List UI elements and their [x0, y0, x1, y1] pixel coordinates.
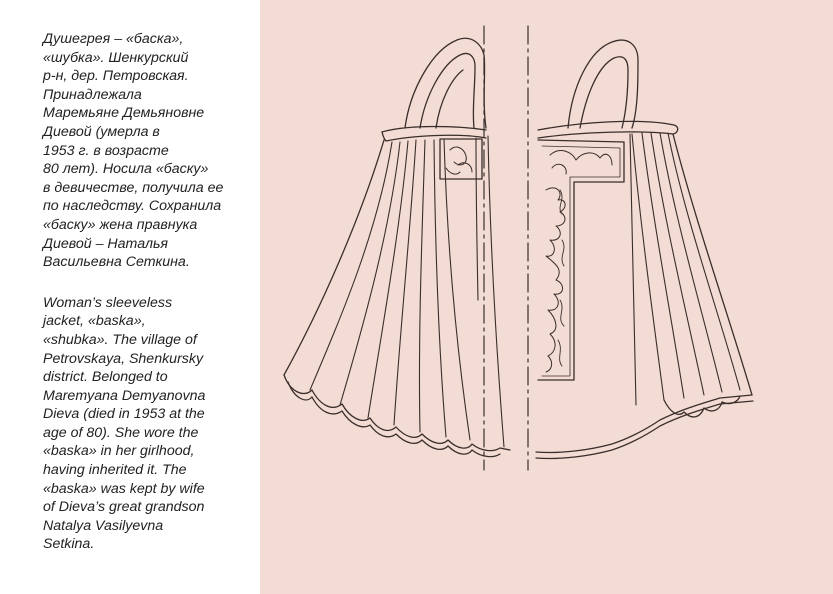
- caption-ru-line: Васильевна Сеткина.: [43, 254, 190, 271]
- caption-en-line: «baska» in her girlhood,: [43, 443, 195, 460]
- caption-en-line: district. Belonged to: [43, 369, 168, 386]
- caption-ru-line: р-н, дер. Петровская.: [43, 68, 189, 85]
- caption-en-line: Natalya Vasilyevna: [43, 517, 164, 534]
- caption-en-line: «baska» was kept by wife: [43, 480, 205, 497]
- caption-ru-line: Принадлежала: [43, 86, 142, 103]
- caption-ru-line: Диевой (умерла в: [43, 123, 160, 140]
- caption-ru-line: в девичестве, получила ее: [43, 179, 224, 196]
- caption-en-line: «shubka». The village of: [43, 331, 197, 348]
- caption-russian: [43, 30, 243, 272]
- caption-ru-line: «шубка». Шенкурский: [43, 49, 189, 66]
- caption-en-line: Woman’s sleeveless: [43, 294, 173, 311]
- caption-ru-line: Маремьяне Демьяновне: [43, 105, 205, 122]
- garment-drawing: [260, 0, 833, 594]
- caption-ru-line: 80 лет). Носила «баску»: [43, 161, 209, 178]
- caption-en-line: age of 80). She wore the: [43, 424, 199, 441]
- right-shoulder-strap: [568, 40, 638, 128]
- caption-ru-line: «баску» жена правнука: [43, 216, 198, 233]
- caption-ru-line: по наследству. Сохранила: [43, 198, 222, 215]
- caption-en-line: jacket, «baska»,: [43, 313, 146, 330]
- caption-ru-line: 1953 г. в возрасте: [43, 142, 169, 159]
- caption-english: [43, 294, 243, 554]
- caption-en-line: Petrovskaya, Shenkursky: [43, 350, 204, 367]
- caption-ru-line: Душегрея – «баска»,: [43, 31, 184, 47]
- caption-en-line: of Dieva’s great grandson: [43, 499, 205, 516]
- pleats-left: [310, 136, 504, 447]
- pleats-right: [630, 133, 740, 405]
- caption-en-line: having inherited it. The: [43, 462, 187, 479]
- caption-en-line: Maremyana Demyanovna: [43, 387, 206, 404]
- embroidered-trim: [440, 139, 624, 380]
- caption-en-line: Dieva (died in 1953 at the: [43, 406, 205, 423]
- center-fold-markers: [484, 26, 528, 470]
- left-shoulder-strap: [405, 38, 486, 128]
- illustration-plate: [260, 0, 833, 594]
- caption-en-line: Setkina.: [43, 536, 95, 553]
- caption-text: [43, 30, 243, 554]
- caption-ru-line: Диевой – Наталья: [43, 235, 168, 252]
